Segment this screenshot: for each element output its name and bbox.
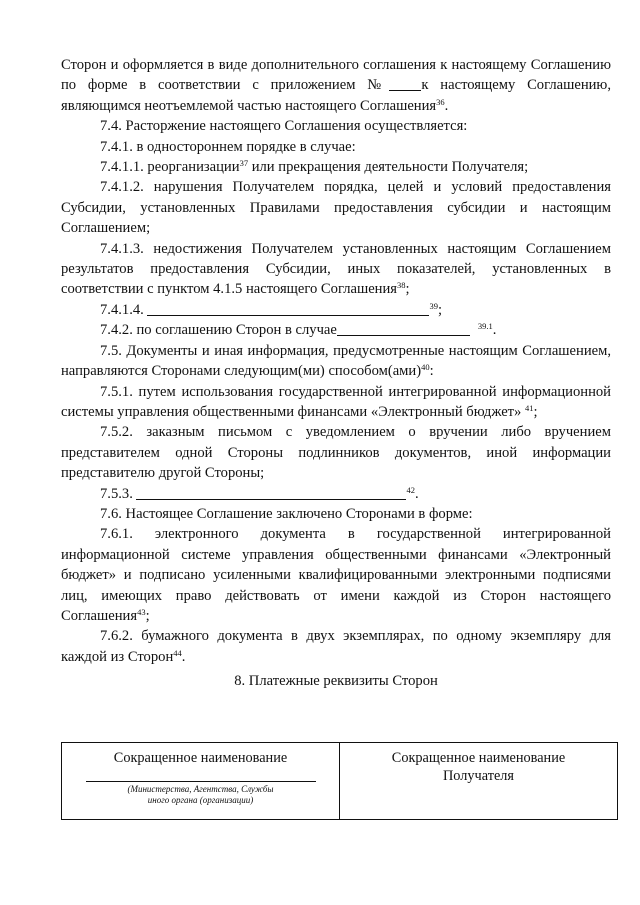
left-note-line2: иного органа (организации) [147,795,254,805]
paragraph-text: к настоящему Соглашению, являющимся неотъемлемой частью настоящего Соглашения [61,77,611,114]
blank-line [136,485,406,500]
paragraph-text: или прекращения деятельности Получателя; [248,159,529,176]
table-cell-left [62,743,340,820]
paragraph-7-6: 7.6. Настоящее Соглашение заключено Сторонами в форме: [100,505,473,522]
paragraph-text: . [492,322,497,339]
paragraph-7-6-1 [61,524,611,626]
paragraph-7-5-1 [61,382,611,423]
paragraph-text: . [181,648,186,665]
left-title: Сокращенное наименование [113,750,288,766]
footnote-ref: 40 [421,362,430,373]
right-title-line1: Сокращенное наименование [391,750,566,766]
table-row [62,743,618,820]
footnote-ref: 41 [525,402,534,413]
paragraph-text: 7.4.1.1. реорганизации [100,159,240,176]
paragraph-text: 7.4.1.3. недостижения Получателем установленных настоящим Соглашением результатов предоставления Субсидии, иных показателей, установленных в соответствии с пунктом 4.1.5 настоящего Соглашения [61,240,611,298]
paragraph-7-3-continuation: Сторон и оформляется в виде дополнительного соглашения к настоящему Соглашению по форме в соответствии с приложением № к настоящему Соглашению, являющимся неотъемлемой частью настоящего Соглашения$^{36}$. [61,57,611,114]
paragraph-text: 7.6.1. электронного документа в государственной интегрированной информационной системе управления общественными финансами «Электронный бюджет» и подписано усиленными квалифицированными электронными подписями лиц, имеющих право действовать от имени каждой из Сторон настоящего Соглашения [61,526,611,624]
paragraph-text: ; [437,301,442,318]
paragraph-text: Сторон и оформляется в виде дополнительного соглашения к настоящему Соглашению по форме в соответствии с приложением № [61,57,611,94]
paragraph-text: ; [533,403,538,420]
left-note-line1: (Министерства, Агентства, Службы [127,784,274,794]
paragraph-text: 7.4.2. по соглашению Сторон в случае [100,322,337,339]
paragraph-text: 7.5. Документы и иная информация, предусмотренные настоящим Соглашением, направляются Сторонами следующим(ми) способом(ами) [61,342,611,380]
section-heading: 8. Платежные реквизиты Сторон [234,673,438,690]
blank-line [337,321,470,336]
paragraph-7-5 [61,341,611,382]
paragraph-7-4-2 [61,320,611,340]
paragraph-text: 7.5.3. [100,485,137,502]
paragraph-text: : [429,363,434,380]
footnote-ref: 37 [239,158,249,169]
paragraph-text: 7.5.1. путем использования государственной интегрированной информационной системы управления общественными финансами «Электронный бюджет» [61,383,611,420]
paragraph-7-6-2 [61,626,611,667]
paragraph-7-4-1-4 [61,300,611,320]
footnote-ref: 36 [436,96,445,107]
signature-line [86,781,316,782]
paragraph-7-5-3 [61,484,611,504]
blank-line [147,301,429,316]
paragraph-text: ; [145,607,150,624]
paragraph-7-4-1-2: 7.4.1.2. нарушения Получателем порядка, целей и условий предоставления Субсидии, установленных Правилами предоставления субсидии и настоящим Соглашением; [61,179,611,237]
blank-line [389,76,421,91]
footnote-ref: 38 [397,280,406,291]
paragraph-7-4: 7.4. Расторжение настоящего Соглашения осуществляется: [100,118,468,135]
right-title-line2: Получателя [442,768,515,784]
paragraph-7-4-1-3 [61,239,611,300]
footnote-ref: 44 [173,647,182,658]
footnote-ref: 39.1 [477,321,493,332]
paragraph-7-5-2: 7.5.2. заказным письмом с уведомлением о вручении либо вручением представителем одной Стороны подлинников документов, иной информации представителю другой Стороны; [61,424,611,482]
paragraph-text: 7.4.1.4. [100,301,148,318]
footnote-ref: 42 [406,484,415,495]
footnote-ref: 43 [137,606,146,617]
document-body [61,55,611,692]
paragraph-7-4-1: 7.4.1. в одностороннем порядке в случае: [100,138,356,155]
table-cell-right [340,743,618,820]
paragraph-text: ; [405,281,410,298]
paragraph-text: . [414,485,419,502]
footnote-ref: 39 [429,300,438,311]
payment-details-table [61,742,618,820]
paragraph-text: 7.6.2. бумажного документа в двух экземплярах, по одному экземпляру для каждой из Сторон [61,628,611,665]
paragraph-7-4-1-1 [61,157,611,177]
